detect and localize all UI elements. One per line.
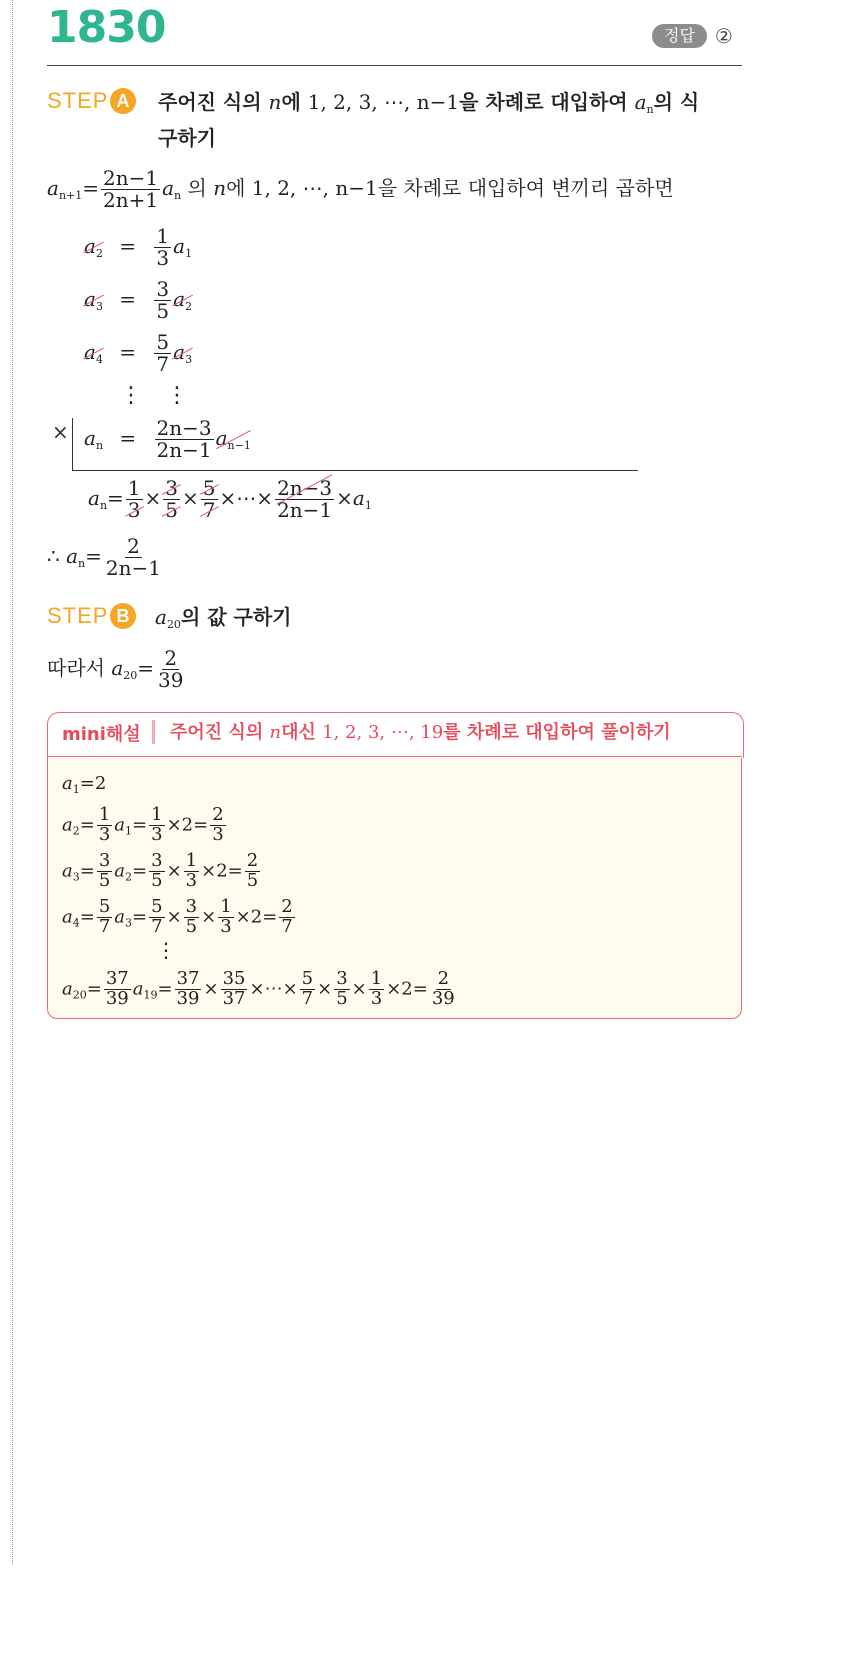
product-line: $a_n=$ $\frac{1}{3}$ × $\frac{3}{5}$ × $\frac{5}{7}$ ×⋯× $\frac{2n-3}{2n-1}$ $\times a_1$ [88, 476, 372, 522]
multiplication-bracket [72, 418, 73, 470]
mini-separator-bar [152, 720, 155, 744]
step-a-circle: A [110, 88, 136, 114]
problem-number: 1830 [47, 2, 166, 53]
recurrence-line: $a_{n+1}=$ $\frac{2n-1}{2n+1}$ $a_n$ 의 n에 1, 2, ⋯, n−1을 차례로 대입하여 변끼리 곱하면 [47, 166, 674, 212]
equation-row: $a_n$ = $\frac{2n-3}{2n-1}$ $a_{n-1}$ [84, 416, 251, 462]
equation-row: $a_3$ = $\frac{3}{5}$ $a_2$ [84, 277, 193, 323]
vertical-dots: ⋮ [120, 383, 142, 408]
step-a-label: STEP A [47, 88, 136, 114]
equation-row: $a_2$ = $\frac{1}{3}$ $a_1$ [84, 224, 193, 270]
header-divider [47, 65, 742, 66]
margin-dotted-line [12, 0, 13, 1565]
answer-badge: 정답 [652, 24, 707, 48]
mini-label: mini해설 [62, 724, 141, 745]
step-b-circle: B [110, 603, 136, 629]
recurrence-fraction: $\frac{2n-1}{2n+1}$ [103, 166, 159, 212]
step-b-label: STEP B [47, 603, 136, 629]
vertical-dots: ⋮ [156, 938, 176, 962]
equation-row: $a_4$ = $\frac{5}{7}$ $a_3$ [84, 330, 193, 376]
final-answer-line: 따라서 $a_{20}=$ $\frac{2}{39}$ [47, 646, 184, 692]
mini-line: $a_3=$ $\frac{3}{5}$ $a_2=$ $\frac{3}{5}$ × $\frac{1}{3}$ ×2= $\frac{2}{5}$ [62, 850, 259, 891]
product-rule-line [72, 470, 638, 471]
mini-line: $a_2=$ $\frac{1}{3}$ $a_1=$ $\frac{1}{3}$ ×2= $\frac{2}{3}$ [62, 804, 224, 845]
vertical-dots: ⋮ [166, 383, 188, 408]
mini-title: 주어진 식의 n대신 1, 2, 3, ⋯, 19를 차례로 대입하여 풀이하기 [170, 722, 671, 743]
mini-line: $a_4=$ $\frac{5}{7}$ $a_3=$ $\frac{5}{7}$ × $\frac{3}{5}$ × $\frac{1}{3}$ ×2= $\frac{2}{7}$ [62, 896, 293, 937]
step-b-title: $a_{20}$의 값 구하기 [155, 605, 292, 631]
step-a-title: 주어진 식의 n에 1, 2, 3, ⋯, n−1을 차례로 대입하여 $a_n$의 식 [158, 90, 700, 116]
mini-line: $a_1=2$ [62, 773, 107, 796]
multiply-sign: × [52, 420, 69, 444]
answer-value: ② [714, 24, 733, 48]
step-a-title-line2: 구하기 [158, 126, 216, 150]
mini-header-divider [47, 756, 742, 757]
result-line: ∴ $a_n=$ $\frac{2}{2n-1}$ [47, 534, 161, 580]
mini-line: $a_{20}=$ $\frac{37}{39}$ $a_{19}=$ $\frac{37}{39}$ × $\frac{35}{37}$ ×⋯× $\frac{5}{7}$ × $\frac{3}{5}$ × $\frac{1}{3}$ ×2= $\frac{2}{39}$ [62, 968, 455, 1009]
answer-area [652, 24, 733, 48]
